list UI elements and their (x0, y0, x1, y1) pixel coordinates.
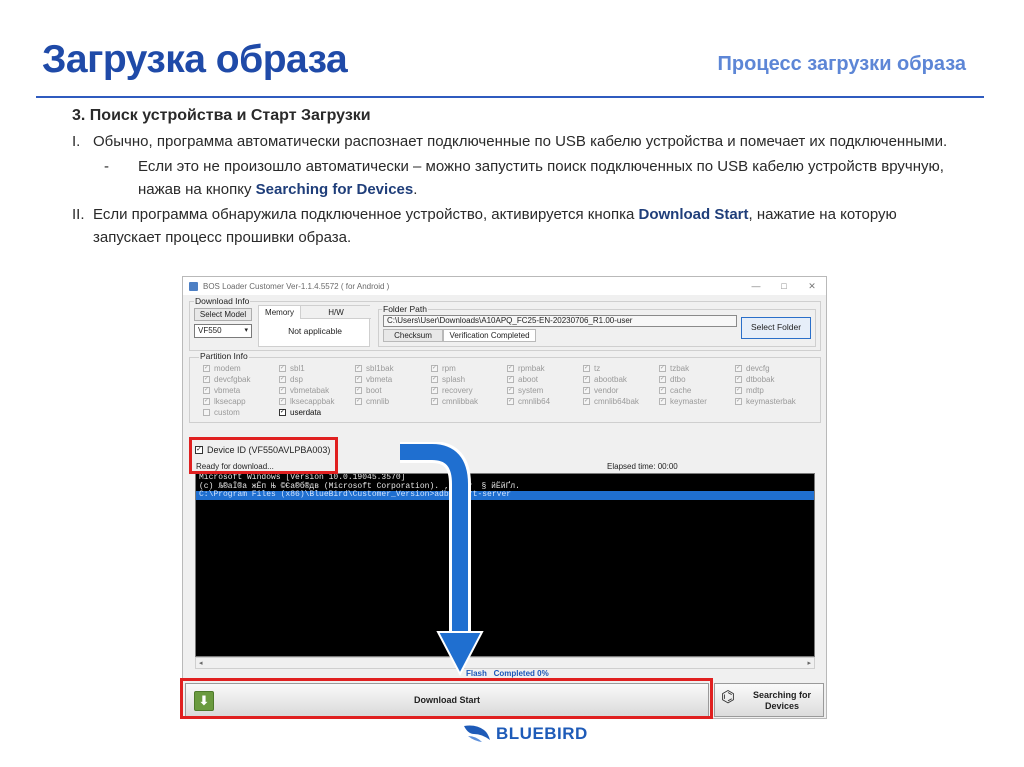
checkbox-icon: ✓ (356, 398, 362, 404)
partition-list (203, 363, 813, 418)
partition-label: cmnlib64bak (594, 397, 639, 406)
console-horizontal-scrollbar[interactable] (195, 657, 815, 669)
console-output[interactable] (195, 473, 815, 657)
partition-checkbox-vbmeta[interactable] (355, 374, 431, 385)
checkbox-icon: ✓ (432, 387, 438, 393)
binoculars-icon: ⌬ (721, 689, 735, 706)
partition-label: dtbobak (746, 375, 775, 384)
partition-checkbox-devcfg[interactable] (735, 363, 811, 374)
sub-point (72, 155, 962, 201)
slide-subtitle: Процесс загрузки образа (717, 53, 966, 75)
partition-label: recovery (442, 386, 473, 395)
checkbox-icon: ✓ (204, 365, 210, 371)
partition-checkbox-dtbo[interactable] (659, 374, 735, 385)
partition-checkbox-aboot[interactable] (507, 374, 583, 385)
partition-label: splash (442, 375, 466, 384)
partition-info-label: Partition Info (200, 351, 248, 361)
chevron-down-icon: ▾ (244, 327, 248, 334)
partition-checkbox-system[interactable] (507, 385, 583, 396)
partition-checkbox-devcfgbak[interactable] (203, 374, 279, 385)
partition-checkbox-sbl1[interactable] (279, 363, 355, 374)
checkbox-icon: ✓ (660, 365, 666, 371)
logo-text: BLUEBIRD (496, 724, 588, 743)
partition-checkbox-splash[interactable] (431, 374, 507, 385)
memory-value: Not applicable (288, 326, 342, 336)
point-1-text: Обычно, программа автоматически распознает подключенные по USB кабелю устройства и помечает их подключенными. (93, 133, 948, 150)
sub-point-text-end: . (413, 181, 418, 198)
checkbox-icon: ✓ (660, 398, 666, 404)
maximize-button[interactable]: □ (781, 281, 787, 291)
select-model-button[interactable]: Select Model (194, 308, 252, 321)
partition-label: devcfg (746, 364, 770, 373)
partition-checkbox-lksecappbak[interactable] (279, 396, 355, 407)
partition-label: cmnlibbak (442, 397, 479, 406)
partition-grid (203, 363, 813, 418)
partition-checkbox-tz[interactable] (583, 363, 659, 374)
searching-for-devices-button[interactable] (714, 683, 824, 717)
partition-checkbox-rpmbak[interactable] (507, 363, 583, 374)
checkbox-icon: ✓ (280, 365, 286, 371)
partition-label: aboot (518, 375, 539, 384)
partition-label: keymaster (670, 397, 707, 406)
partition-label: lksecappbak (290, 397, 335, 406)
partition-label: dtbo (670, 375, 686, 384)
checkbox-icon: ✓ (584, 398, 590, 404)
app-icon (189, 282, 198, 291)
partition-checkbox-recovery[interactable] (431, 385, 507, 396)
checkbox-icon: ✓ (508, 376, 514, 382)
minimize-button[interactable]: — (751, 281, 761, 291)
point-2-text-end: , нажатие на которую запускает процесс прошивки образа. (93, 206, 897, 246)
partition-label: rpmbak (518, 364, 545, 373)
partition-label: lksecapp (214, 397, 246, 406)
partition-label: system (518, 386, 544, 395)
title-divider (36, 96, 984, 98)
partition-label: dsp (290, 375, 303, 384)
checkbox-icon: ✓ (660, 376, 666, 382)
checkbox-icon: ✓ (736, 376, 742, 382)
flash-label: Flash (466, 669, 487, 678)
partition-label: vbmetabak (290, 386, 330, 395)
partition-label: cmnlib64 (518, 397, 551, 406)
checkbox-icon: ✓ (736, 387, 742, 393)
search-label-line-1: Searching for (752, 690, 811, 700)
download-start-label: Download Start (413, 695, 480, 705)
partition-checkbox-mdtp[interactable] (735, 385, 811, 396)
folder-path-field[interactable]: C:\Users\User\Downloads\A10APQ_FC25-EN-20230706_R1.00-user (383, 315, 737, 327)
checkbox-icon: ✓ (736, 398, 742, 404)
checkbox-icon: ✓ (356, 376, 362, 382)
partition-label: modem (214, 364, 241, 373)
completed-label: Completed (493, 669, 535, 678)
select-folder-button[interactable]: Select Folder (741, 317, 811, 339)
ready-status: Ready for download... (196, 462, 274, 471)
checkbox-icon: ✓ (660, 387, 666, 393)
partition-label: vbmeta (366, 375, 393, 384)
searching-for-devices-highlight: Searching for Devices (255, 181, 414, 198)
console-line: (c) Љ®аЇ®а жЁп Њ ©Єа®б®дв (Microsoft Corporation). ‚ᥠЇа ў § йЁйҐл. (199, 481, 520, 491)
partition-label: custom (214, 408, 240, 417)
scroll-left-icon[interactable]: ◂ (199, 660, 203, 667)
checkbox-icon: ✓ (432, 398, 438, 404)
partition-checkbox-keymaster[interactable] (659, 396, 735, 407)
slide-title: Загрузка образа (42, 38, 348, 81)
partition-checkbox-dsp[interactable] (279, 374, 355, 385)
bluebird-logo (462, 722, 588, 746)
folder-path-label: Folder Path (383, 304, 427, 314)
partition-checkbox-custom[interactable] (203, 407, 279, 418)
partition-checkbox-sbl1bak[interactable] (355, 363, 431, 374)
bird-icon (462, 722, 492, 746)
checkbox-icon: ✓ (736, 365, 742, 371)
point-1-marker: I. (72, 133, 81, 150)
partition-label: keymasterbak (746, 397, 796, 406)
download-start-highlight: Download Start (638, 206, 749, 223)
window-title: BOS Loader Customer Ver-1.1.4.5572 ( for Android ) (203, 281, 390, 291)
partition-checkbox-cmnlib[interactable] (355, 396, 431, 407)
download-info-label: Download Info (195, 296, 250, 306)
checkbox-icon: ✓ (280, 409, 286, 415)
scroll-right-icon[interactable]: ▸ (807, 660, 811, 667)
checkbox-icon (203, 409, 210, 416)
elapsed-time: Elapsed time: 00:00 (607, 462, 678, 471)
checkbox-icon: ✓ (280, 376, 286, 382)
checkbox-icon: ✓ (508, 387, 514, 393)
partition-checkbox-boot[interactable] (355, 385, 431, 396)
partition-checkbox-modem[interactable] (203, 363, 279, 374)
partition-checkbox-tzbak[interactable] (659, 363, 735, 374)
checkbox-icon: ✓ (356, 387, 362, 393)
close-button[interactable]: ✕ (808, 280, 816, 291)
partition-checkbox-cmnlibbak[interactable] (431, 396, 507, 407)
model-select-value: VF550 (198, 326, 222, 335)
checkbox-icon: ✓ (508, 398, 514, 404)
partition-label: userdata (290, 408, 322, 417)
partition-label: sbl1 (290, 364, 305, 373)
partition-label: boot (366, 386, 382, 395)
checkbox-icon: ✓ (584, 376, 590, 382)
partition-checkbox-cmnlib64bak[interactable] (583, 396, 659, 407)
checkbox-icon: ✓ (280, 398, 286, 404)
partition-checkbox-dtbobak[interactable] (735, 374, 811, 385)
partition-checkbox-userdata[interactable] (279, 407, 355, 418)
partition-label: tz (594, 364, 601, 373)
device-id-label: Device ID (VF550AVLPBA003) (207, 445, 331, 455)
partition-label: cache (670, 386, 692, 395)
point-2-marker: II. (72, 206, 85, 223)
completed-value: 0% (537, 669, 549, 678)
point-1 (72, 130, 962, 153)
sub-point-marker: - (104, 158, 109, 175)
window-titlebar (183, 277, 826, 295)
download-icon: ⬇ (194, 691, 214, 711)
checksum-tab[interactable]: Checksum (383, 329, 443, 342)
partition-checkbox-abootbak[interactable] (583, 374, 659, 385)
checkbox-icon: ✓ (356, 365, 362, 371)
model-select[interactable] (194, 324, 252, 338)
checkbox-icon: ✓ (204, 398, 210, 404)
arrow-down-icon (392, 442, 492, 687)
checkbox-icon: ✓ (432, 365, 438, 371)
partition-label: cmnlib (366, 397, 390, 406)
app-window (182, 276, 827, 719)
point-2-text: Если программа обнаружила подключенное устройство, активируется кнопка (93, 206, 639, 223)
checkbox-icon: ✓ (584, 365, 590, 371)
point-2 (72, 203, 962, 249)
partition-checkbox-lksecapp[interactable] (203, 396, 279, 407)
console-line: Microsoft Windows [Version 10.0.19045.3570] (199, 473, 406, 482)
partition-label: abootbak (594, 375, 627, 384)
sub-point-text: Если это не произошло автоматически – можно запустить поиск подключенных по USB кабелю устройств вручную, нажав на кнопку (138, 158, 944, 198)
checkbox-icon: ✓ (204, 387, 210, 393)
partition-label: rpm (442, 364, 456, 373)
checkbox-icon: ✓ (584, 387, 590, 393)
checkbox-icon: ✓ (508, 365, 514, 371)
search-label-line-2: Devices (764, 701, 800, 711)
partition-label: sbl1bak (366, 364, 394, 373)
tab-memory[interactable]: Memory (259, 306, 301, 319)
partition-label: vendor (594, 386, 619, 395)
tab-hw[interactable]: H/W (301, 306, 371, 319)
checkbox-icon: ✓ (432, 376, 438, 382)
partition-checkbox-cmnlib64[interactable] (507, 396, 583, 407)
partition-checkbox-vbmeta[interactable] (203, 385, 279, 396)
partition-checkbox-vbmetabak[interactable] (279, 385, 355, 396)
checkbox-icon: ✓ (204, 376, 210, 382)
partition-checkbox-keymasterbak[interactable] (735, 396, 811, 407)
console-line: C:\Program Files (x86)\BlueBird\Customer_Version>adb start-server (196, 491, 814, 500)
section-title: 3. Поиск устройства и Старт Загрузки (72, 107, 371, 124)
slide-body (72, 104, 962, 249)
partition-checkbox-rpm[interactable] (431, 363, 507, 374)
verification-status: Verification Completed (443, 329, 536, 342)
device-id-highlight (189, 437, 338, 474)
partition-label: tzbak (670, 364, 690, 373)
partition-checkbox-vendor[interactable] (583, 385, 659, 396)
checkbox-icon: ✓ (196, 446, 202, 453)
partition-label: mdtp (746, 386, 764, 395)
checkbox-icon: ✓ (280, 387, 286, 393)
memory-tabs (258, 305, 370, 347)
partition-checkbox-cache[interactable] (659, 385, 735, 396)
partition-label: vbmeta (214, 386, 241, 395)
partition-label: devcfgbak (214, 375, 251, 384)
